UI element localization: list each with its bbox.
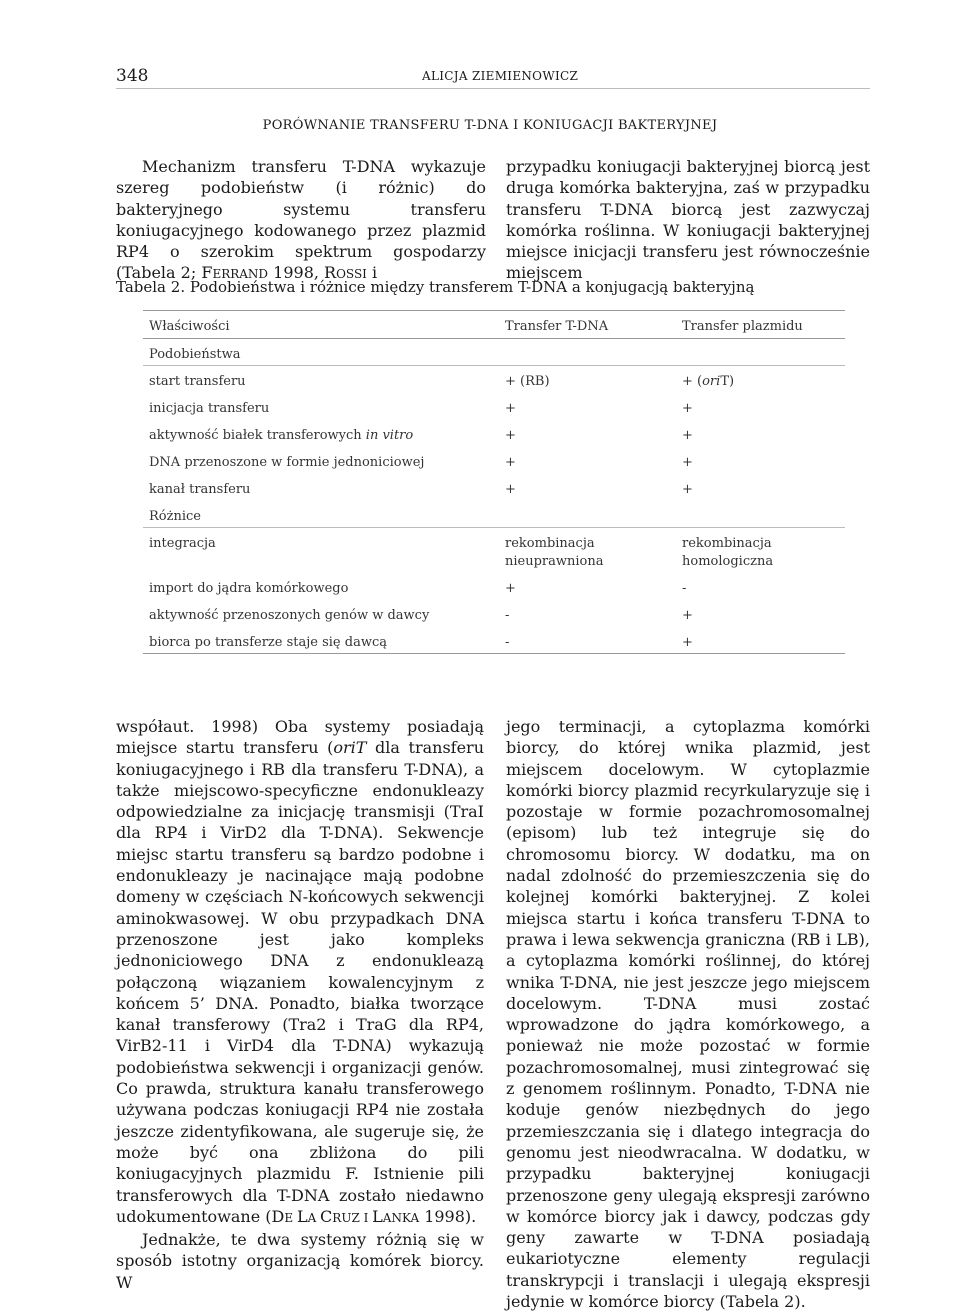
section-label: Różnice bbox=[143, 501, 845, 528]
bottom-left-paragraph: współaut. 1998) Oba systemy posiadają miejsce startu transferu (oriT dla transferu koniugacyjnego i RB dla transferu T-DNA), a także miejscowo-specyficzne endonukleazy odpowiedzialne za inicjację transmisji (TraI dla RP4 i VirD2 dla T-DNA). Sekwencje miejsc startu transferu są bardzo podobne i endonukleazy je nacinające mają podobne domeny w częściach N-końcowych sekwencji aminokwasowej. W obu przypadkach DNA przenoszone jest jako kompleks jednoniciowego DNA z endonukleazą połączoną wiązaniem kowalencyjnym z końcem 5’ DNA. Ponadto, białka tworzące kanał transferowy (Tra2 i TraG dla RP4, VirB2-11 i VirD4 dla T-DNA) wykazują podobieństwa sekwencji i organizacji genów. Co prawda, struktura kanału transferowego używana podczas koniugacji RP4 nie została jeszcze zidentyfikowana, ale sugeruje się, że może być ona zbliżona do pili koniugacyjnych plazmidu F. Istnienie pili transferowych dla T-DNA zostało niedawno udokumentowane (DE LA CRUZ I LANKA 1998). bbox=[116, 717, 485, 1226]
table-cell: aktywność białek transferowych in vitro bbox=[149, 427, 414, 443]
comparison-table bbox=[143, 310, 845, 654]
page-number: 348 bbox=[116, 66, 149, 86]
table-caption: Tabela 2. Podobieństwa i różnice między transferem T-DNA a konjugacją bakteryjną bbox=[116, 278, 755, 296]
table-cell: - bbox=[505, 607, 510, 623]
table-row bbox=[143, 573, 845, 600]
header-cell: Transfer T-DNA bbox=[499, 311, 676, 339]
table-cell: - bbox=[499, 627, 676, 654]
table-cell: import do jądra komórkowego bbox=[149, 580, 349, 596]
table-cell: + (RB) bbox=[505, 374, 550, 389]
table-cell: + bbox=[682, 427, 693, 443]
bottom-left-column bbox=[116, 716, 484, 1293]
table-cell: aktywność przenoszonych genów w dawcy bbox=[149, 607, 430, 623]
table-cell: kanał transferu bbox=[149, 481, 251, 497]
section-title: PORÓWNANIE TRANSFERU T-DNA I KONIUGACJI BAKTERYJNEJ bbox=[262, 118, 718, 133]
top-left-paragraph: Mechanizm transferu T-DNA wykazuje szereg podobieństw (i różnic) do bakteryjnego systemu transferu koniugacyjnego kodowanego przez plazmid RP4 o szerokim spektrum gospodarzy (Tabela 2; FERRAND 1998, ROSSI i bbox=[116, 157, 486, 283]
top-left-column bbox=[116, 156, 486, 286]
table-cell: DNA przenoszone w formie jednoniciowej bbox=[149, 454, 425, 470]
table-cell: + bbox=[505, 454, 516, 470]
header-cell: Właściwości bbox=[143, 311, 499, 339]
table-row bbox=[143, 627, 845, 654]
top-right-paragraph: przypadku koniugacji bakteryjnej biorcą jest druga komórka bakteryjna, zaś w przypadku transferu T-DNA biorcą jest zazwyczaj komórka roślinna. W koniugacji bakteryjnej miejsce inicjacji transferu jest równocześnie miejscem bbox=[506, 157, 870, 283]
table-cell: start transferu bbox=[149, 374, 246, 389]
table-cell: inicjacja transferu bbox=[149, 400, 270, 416]
section-label: Podobieństwa bbox=[143, 339, 845, 366]
table-row bbox=[143, 366, 845, 393]
table-cell: - bbox=[682, 580, 687, 596]
table-section-row bbox=[143, 501, 845, 528]
page-header bbox=[116, 64, 870, 89]
table-row bbox=[143, 447, 845, 474]
header-cell: Transfer plazmidu bbox=[676, 311, 845, 339]
table-cell: + bbox=[505, 400, 516, 416]
table-section-row bbox=[143, 339, 845, 366]
table-cell: + bbox=[682, 454, 693, 470]
table-cell: + bbox=[505, 427, 516, 443]
table-cell: biorca po transferze staje się dawcą bbox=[143, 627, 499, 654]
table-header-row bbox=[143, 311, 845, 339]
bottom-right-paragraph: jego terminacji, a cytoplazma komórki biorcy, do której wnika plazmid, jest miejscem docelowym. W cytoplazmie komórki biorcy plazmid recyrkularyzuje się i pozostaje w formie pozachromosomalnej (episom) lub też integruje się do chromosomu biorcy. W dodatku, ma on nadal zdolność do przemieszczenia się do kolejnej komórki bakteryjnej. Z kolei miejsca startu i końca transferu T-DNA to prawa i lewa sekwencja graniczna (RB i LB), a cytoplazma komórki roślinnej, do której wnika T-DNA, nie jest jeszcze jego miejscem docelowym. T-DNA musi zostać wprowadzone do jądra komórkowego, a ponieważ nie może pozostać w formie pozachromosomalnej, musi zintegrować się z genomem roślinnym. Ponadto, T-DNA nie koduje genów niezbędnych do jego przemieszczania się i dlatego integracja do genomu jest nieodwracalna. W dodatku, w przypadku bakteryjnej koniugacji przenoszone geny ulegają ekspresji zarówno w komórce biorcy jak i dawcy, podczas gdy geny zawarte w T-DNA posiadają eukariotyczne elementy regulacji transkrypcji i translacji i ulegają ekspresji jedynie w komórce biorcy (Tabela 2). bbox=[506, 717, 870, 1312]
table-cell: + bbox=[505, 481, 516, 497]
table-cell: rekombinacja homologiczna bbox=[682, 536, 774, 569]
table-cell: + bbox=[682, 607, 693, 623]
running-title: ALICJA ZIEMIENOWICZ bbox=[422, 69, 579, 83]
table-cell: + (oriT) bbox=[682, 374, 735, 389]
table-cell: integracja bbox=[149, 536, 216, 551]
table-row bbox=[143, 600, 845, 627]
table-row bbox=[143, 420, 845, 447]
table-cell: + bbox=[682, 400, 693, 416]
table-cell: rekombinacja nieuprawniona bbox=[505, 536, 604, 569]
bottom-right-column bbox=[506, 716, 870, 1312]
table-row bbox=[143, 393, 845, 420]
top-right-column bbox=[506, 156, 870, 284]
table-cell: + bbox=[676, 627, 845, 654]
table-row bbox=[143, 528, 845, 573]
bottom-left-paragraph-2: Jednakże, te dwa systemy różnią się w sposób istotny organizacją komórek biorcy. W bbox=[116, 1230, 484, 1292]
table-row bbox=[143, 474, 845, 501]
table-cell: + bbox=[682, 481, 693, 497]
table-cell: + bbox=[505, 580, 516, 596]
